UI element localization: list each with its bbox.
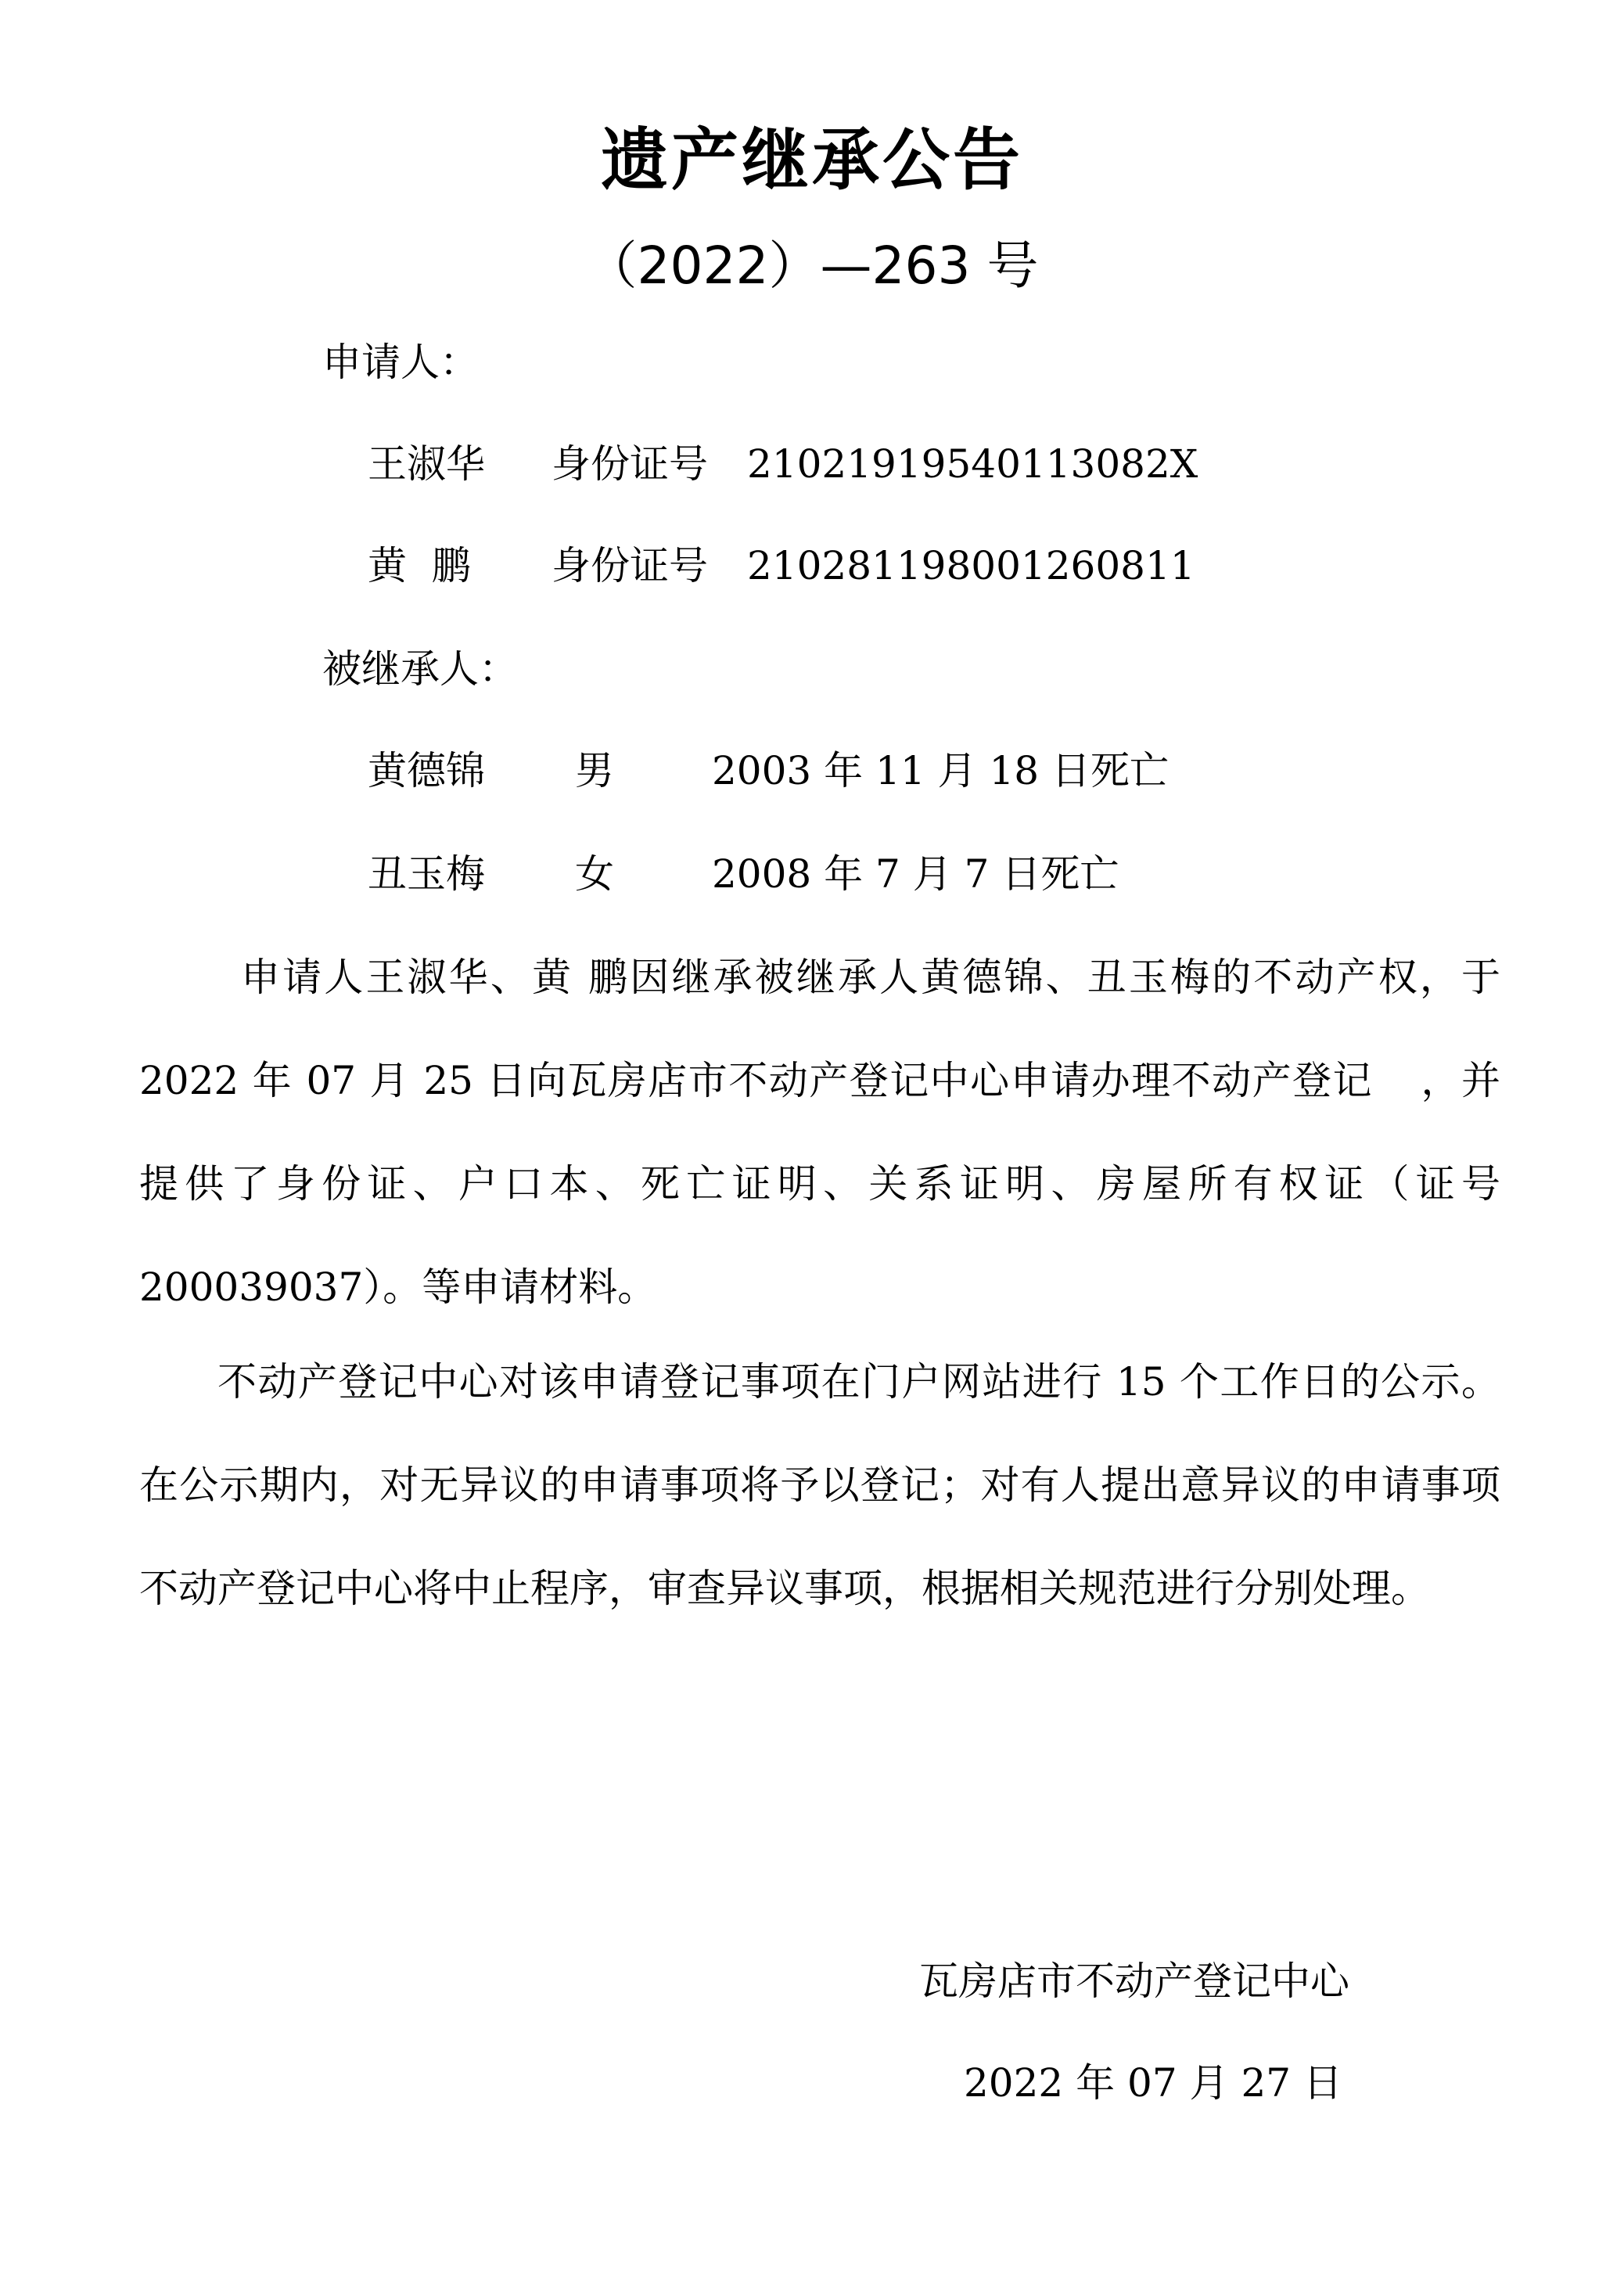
applicant-name: 王淑华 <box>368 441 485 487</box>
applicant-id-label: 身份证号 <box>552 441 708 487</box>
notice-title: 遗产继承公告 <box>601 121 1023 200</box>
notice-number: （2022）—263 号 <box>585 236 1039 296</box>
decedent-death: 2008 年 7 月 7 日死亡 <box>712 851 1119 897</box>
decedent-name: 丑玉梅 <box>368 851 485 897</box>
issue-date: 2022 年 07 月 27 日 <box>964 2060 1342 2106</box>
decedents-label: 被继承人： <box>322 646 518 692</box>
applicant-id-number: 210281198001260811 <box>747 543 1195 588</box>
issuing-organization: 瓦房店市不动产登记中心 <box>919 1959 1349 2004</box>
applicant-id-number: 21021919540113082X <box>747 441 1198 487</box>
applicants-label: 申请人： <box>322 340 479 385</box>
applicant-name: 黄 鹏 <box>368 543 471 588</box>
paragraph-publicity: 不动产登记中心对该申请登记事项在门户网站进行 15 个工作日的公示。在公示期内，对无异议的申请事项将予以登记；对有人提出意异议的申请事项不动产登记中心将中止程序，审查异议事项，根据相关规范进行分别处理。 <box>139 1359 1500 1611</box>
paragraph-application <box>139 926 1500 1339</box>
decedent-death: 2003 年 11 月 18 日死亡 <box>712 748 1169 793</box>
paragraph-application-part-a: 申请人王淑华、黄 鹏因继承被继承人黄德锦、丑玉梅的不动产权，于 2022 年 07 月 25 日向瓦房店市不动产登记中心申请办理不动产登记 <box>139 955 1500 1103</box>
paragraph-application-part-b: ，并提供了身份证、户口本、死亡证明、关系证明、房屋所有权证（证号 200039037）。等申请材料。 <box>139 1058 1501 1310</box>
decedent-gender: 男 <box>575 748 614 793</box>
decedent-name: 黄德锦 <box>368 748 485 793</box>
decedent-gender: 女 <box>575 851 614 897</box>
applicant-id-label: 身份证号 <box>552 543 708 588</box>
